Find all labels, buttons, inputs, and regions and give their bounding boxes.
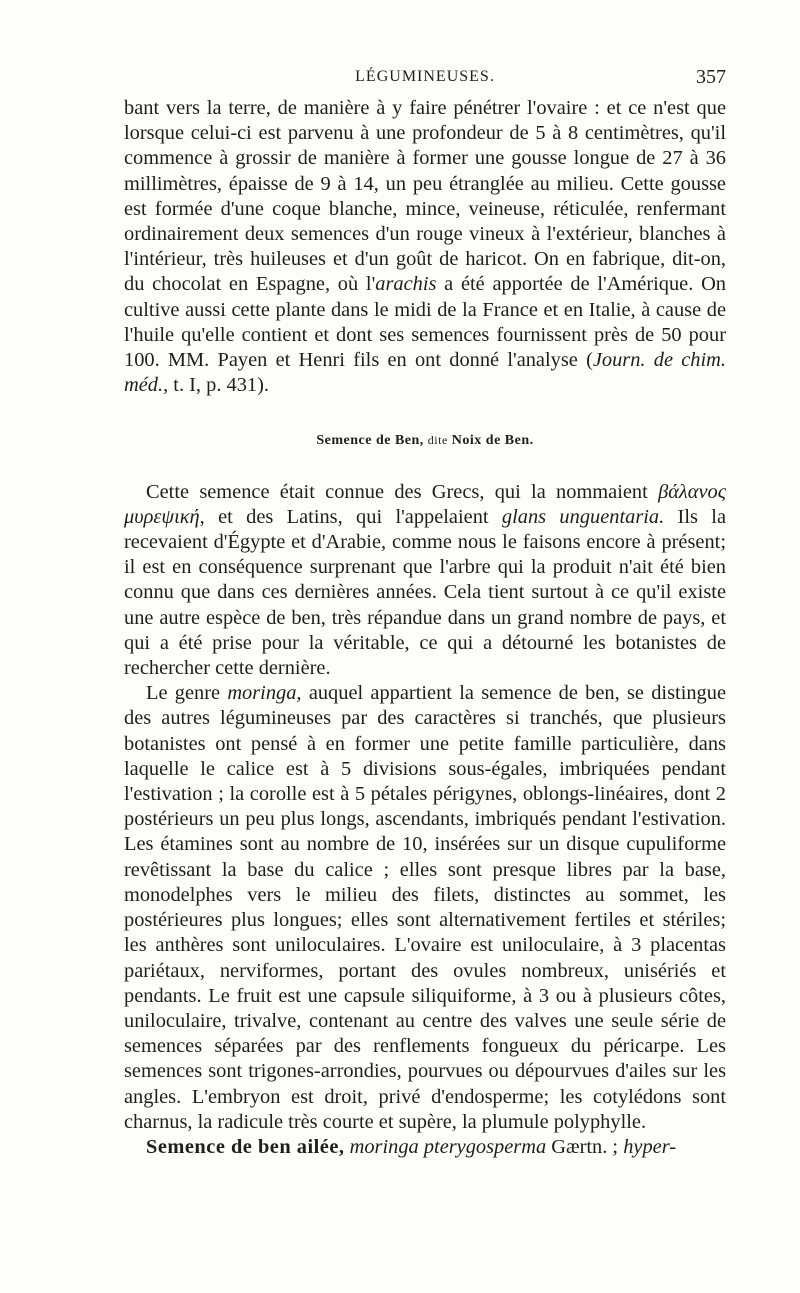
paragraph-ben-ailee xyxy=(124,1135,726,1160)
text-run: Cette semence était connue des Grecs, qui la nommaient xyxy=(146,480,659,503)
text-run: a été apportée de l'Amérique. On cultive aussi cette plante dans le midi de la France et en Italie, à cause de l'huile qu'elle contient et dont ses semences fournissent près de 50 pour 100. MM. Payen et Henri fils en ont donné l'analyse ( xyxy=(124,273,726,372)
text-run: , et des Latins, qui l'appelaient xyxy=(199,505,502,528)
heading-small: dite xyxy=(427,433,448,448)
page xyxy=(124,68,726,1160)
text-run: Le genre xyxy=(146,682,228,705)
heading-sep: , xyxy=(419,433,428,449)
paragraph-ben-history xyxy=(124,480,726,682)
bold-term: Semence de ben ailée, xyxy=(146,1135,345,1158)
italic-term: hyper- xyxy=(623,1135,677,1158)
italic-term: moringa, xyxy=(227,682,302,705)
species-name: moringa pterygosperma xyxy=(349,1135,547,1158)
text-run: bant vers la terre, de manière à y faire pénétrer l'ovaire : et ce n'est que lorsque celui-ci est parvenu à une profondeur de 5 à 8 centimètres, qu'il commence à grossir de manière à former une gousse longue de 27 à 36 millimètres, épaisse de 9 à 14, un peu étranglée au milieu. Cette gousse est formée d'une coque blanche, mince, veineuse, réticulée, renfermant ordinairement deux semences d'un rouge vineux à l'extérieur, blanches à l'intérieur, très huileuses et d'un goût de haricot. On en fabrique, dit-on, du chocolat en Espagne, où l' xyxy=(124,97,726,296)
latin-term: glans unguentaria. xyxy=(501,505,665,528)
text-run: Ils la recevaient d'Égypte et d'Arabie, comme nous le faisons encore à présent; il est en conséquence surprenant que l'arbre qui la produit n'ait été bien connu que dans ces dernières années. Cela tient surtout à ce qu'il existe une autre espèce de ben, très répandue dans un grand nombre de pays, et qui a été prise pour la véritable, ce qui a détourné les botanistes de rechercher cette dernière. xyxy=(124,505,726,680)
text-run: Gærtn. ; xyxy=(546,1135,624,1158)
heading-part: Noix de Ben. xyxy=(447,433,534,449)
paragraph-arachide-end xyxy=(124,96,726,398)
running-title: LÉGUMINEUSES. xyxy=(355,68,495,85)
citation: Journ. de chim. méd. xyxy=(124,349,726,397)
section-heading xyxy=(124,428,726,453)
heading-part: Semence de Ben xyxy=(316,433,420,449)
text-run: , t. I, p. 431). xyxy=(163,374,269,397)
italic-term: arachis xyxy=(375,273,437,296)
greek-term: βάλανος μυρεψική xyxy=(124,480,726,528)
page-number: 357 xyxy=(696,66,726,88)
paragraph-moringa-genus xyxy=(124,681,726,1135)
running-head xyxy=(124,68,726,96)
body-text xyxy=(124,96,726,1160)
text-run: auquel appartient la semence de ben, se distingue des autres légumineuses par des caractères si tranchés, que plusieurs botanistes ont pensé à en former une petite famille particulière, dans laquelle le calice est à 5 divisions sous-égales, imbriquées pendant l'estivation ; la corolle est à 5 pétales périgynes, oblongs-linéaires, dont 2 postérieurs un peu plus longs, ascendants, imbriqués pendant l'estivation. Les étamines sont au nombre de 10, insérées sur un disque cupuliforme revêtissant la base du calice ; elles sont presque libres par la base, monodelphes vers le milieu des filets, distinctes au sommet, les postérieures plus longues; elles sont alternativement fertiles et stériles; les anthères sont uniloculaires. L'ovaire est uniloculaire, à 3 placentas pariétaux, nerviformes, portant des ovules nombreux, unisériés et pendants. Le fruit est une capsule siliquiforme, à 3 ou à plusieurs côtes, uniloculaire, trivalve, contenant au centre des valves une seule série de semences séparées par des renflements fongueux du péricarpe. Les semences sont trigones-arrondies, pourvues ou dépourvues d'ailes sur les angles. L'embryon est droit, privé d'endosperme; les cotylédons sont charnus, la radicule très courte et supère, la plumule polyphylle. xyxy=(124,682,726,1133)
